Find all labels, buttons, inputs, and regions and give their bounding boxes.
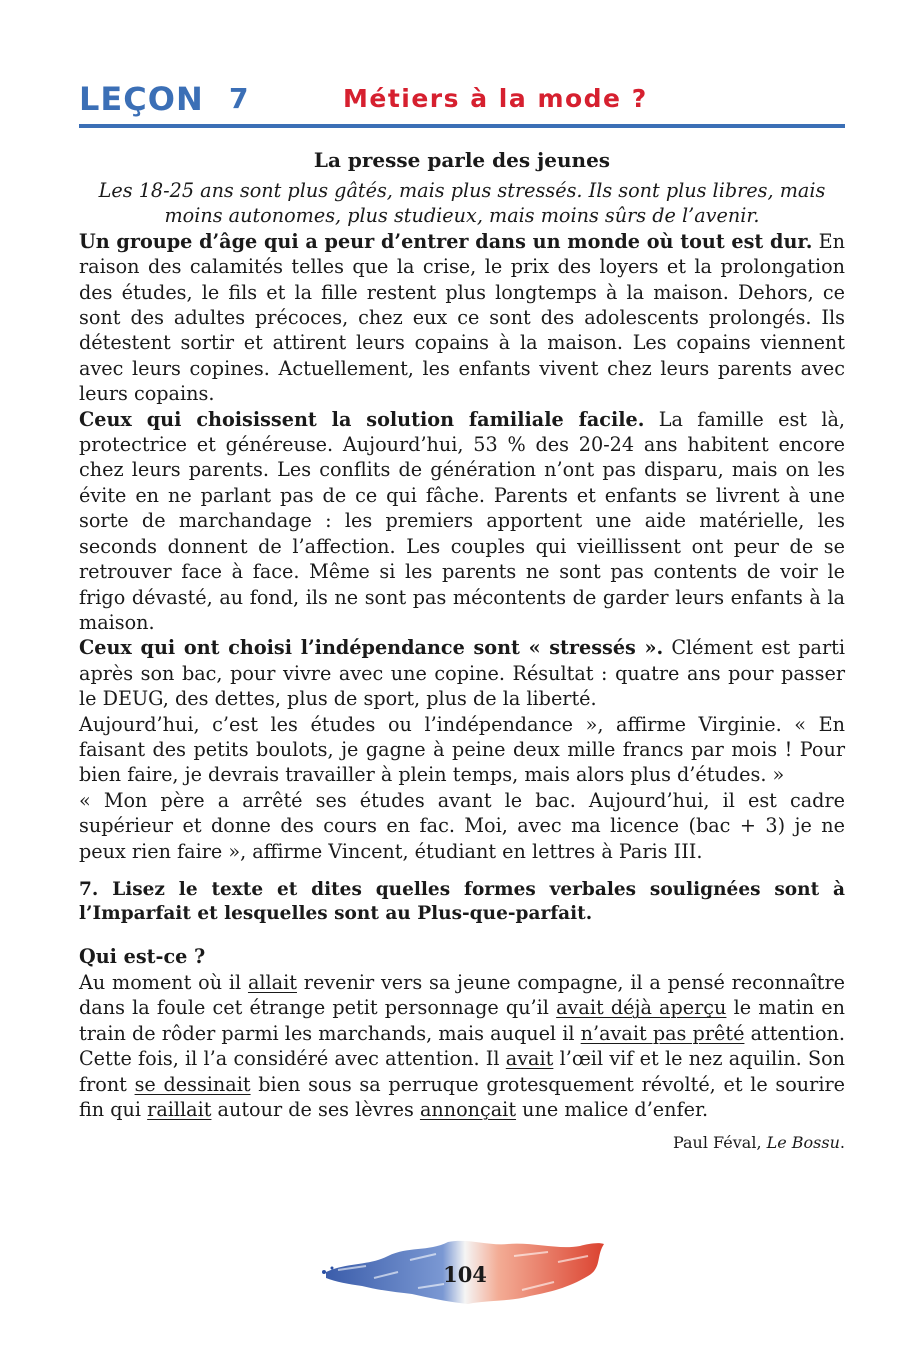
lesson-header xyxy=(79,78,845,128)
page-number: 104 xyxy=(443,1262,487,1287)
underlined-verb: avait xyxy=(505,1047,554,1071)
underlined-verb: annonçait xyxy=(419,1097,517,1121)
underlined-verb: raillait xyxy=(147,1097,212,1121)
attribution-period: . xyxy=(839,1133,845,1153)
exercise-text: Lisez le texte et dites quelles formes verbales soulignées sont à l’Imparfait et lesquelles sont au Plus-que-parfait. xyxy=(79,878,845,924)
page-content xyxy=(79,146,845,1156)
author-name: Paul Féval, xyxy=(672,1133,767,1153)
paragraph-heading: Ceux qui ont choisi l’indépendance sont « stressés ». xyxy=(79,636,664,660)
article-paragraph: Aujourd’hui, c’est les études ou l’indépendance », affirme Virginie. « En faisant des petits boulots, je gagne à peine deux mille francs par mois ! Pour bien faire, je devrais travailler à plein temps, mais alors plus d’études. » xyxy=(79,712,845,787)
paragraph-text: Clément est parti après son bac, pour vivre avec une copine. Résultat : quatre ans pour passer le DEUG, des dettes, plus de sport, plus de la liberté. xyxy=(79,636,845,711)
article-paragraph xyxy=(79,635,845,711)
attribution xyxy=(79,1130,845,1155)
excerpt-fragment: bien sous sa perruque grotesquement révolté, et le sourire fin qui xyxy=(79,1072,845,1121)
excerpt-fragment: le matin en train de rôder parmi les marchands, mais auquel il xyxy=(79,996,845,1045)
exercise-number: 7. xyxy=(79,878,99,900)
excerpt-fragment: attention. Cette fois, il l’a considéré avec attention. Il xyxy=(79,1021,845,1071)
excerpt-fragment: autour de ses lèvres xyxy=(211,1097,420,1121)
lesson-number: 7 xyxy=(229,82,249,115)
article-paragraph xyxy=(79,407,845,636)
paragraph-text: En raison des calamités telles que la crise, le prix des loyers et la prolongation des études, le fils et la fille restent plus longtemps à la maison. Dehors, ce sont des adultes précoces, chez eux ce sont des adolescents prolongés. Ils détestent sortir et attirent leurs copains à la maison. Les copains viennent avec leurs copines. Actuellement, les enfants vivent chez leurs parents avec leurs copains. xyxy=(79,229,845,406)
underlined-verb: avait déjà aperçu xyxy=(556,996,727,1020)
excerpt-fragment: une malice d’enfer. xyxy=(516,1097,709,1121)
lesson-title: Métiers à la mode ? xyxy=(343,84,648,113)
excerpt-fragment: revenir vers sa jeune compagne, il a pensé reconnaître dans la foule cet étrange petit personnage qu’il xyxy=(79,970,845,1020)
article-paragraph xyxy=(79,229,845,407)
excerpt-title: Qui est-ce ? xyxy=(79,945,206,969)
article-title: La presse parle des jeunes xyxy=(313,148,611,172)
paragraph-heading: Un groupe d’âge qui a peur d’entrer dans un monde où tout est dur. xyxy=(79,229,813,253)
paragraph-text: La famille est là, protectrice et généreuse. Aujourd’hui, 53 % des 20-24 ans habitent encore chez leurs parents. Les conflits de génération n’ont pas disparu, mais on les évite en ne parlant pas de ce qui fâche. Parents et enfants se livrent à une sorte de marchandage : les premiers apportent une aide matérielle, les seconds donnent de l’affection. Les couples qui vieillissent ont peur de se retrouver face à face. Même si les parents ne sont pas contents de voir le frigo dévasté, au fond, ils ne sont pas mécontents de garder leurs enfants à la maison. xyxy=(79,407,845,634)
page-footer xyxy=(318,1232,608,1308)
header-divider xyxy=(79,124,845,128)
article-lead: Les 18-25 ans sont plus gâtés, mais plus stressés. Ils sont plus libres, mais moins autonomes, plus studieux, mais moins sûrs de l’avenir. xyxy=(98,179,826,228)
excerpt-fragment: Au moment où il xyxy=(79,970,248,994)
lesson-label: LEÇON xyxy=(79,80,204,118)
excerpt-fragment: l’œil vif et le nez aquilin. Son front xyxy=(79,1047,845,1096)
underlined-verb: se dessinait xyxy=(134,1072,251,1096)
paragraph-heading: Ceux qui choisissent la solution familiale facile. xyxy=(79,407,645,431)
underlined-verb: n’avait pas prêté xyxy=(580,1021,745,1045)
article-paragraph: « Mon père a arrêté ses études avant le bac. Aujourd’hui, il est cadre supérieur et donne des cours en fac. Moi, avec ma licence (bac + 3) je ne peux rien faire », affirme Vincent, étudiant en lettres à Paris III. xyxy=(79,788,845,863)
underlined-verb: allait xyxy=(247,970,297,994)
book-title: Le Bossu xyxy=(766,1133,840,1153)
excerpt-text xyxy=(79,970,845,1122)
exercise-instruction xyxy=(79,878,845,926)
